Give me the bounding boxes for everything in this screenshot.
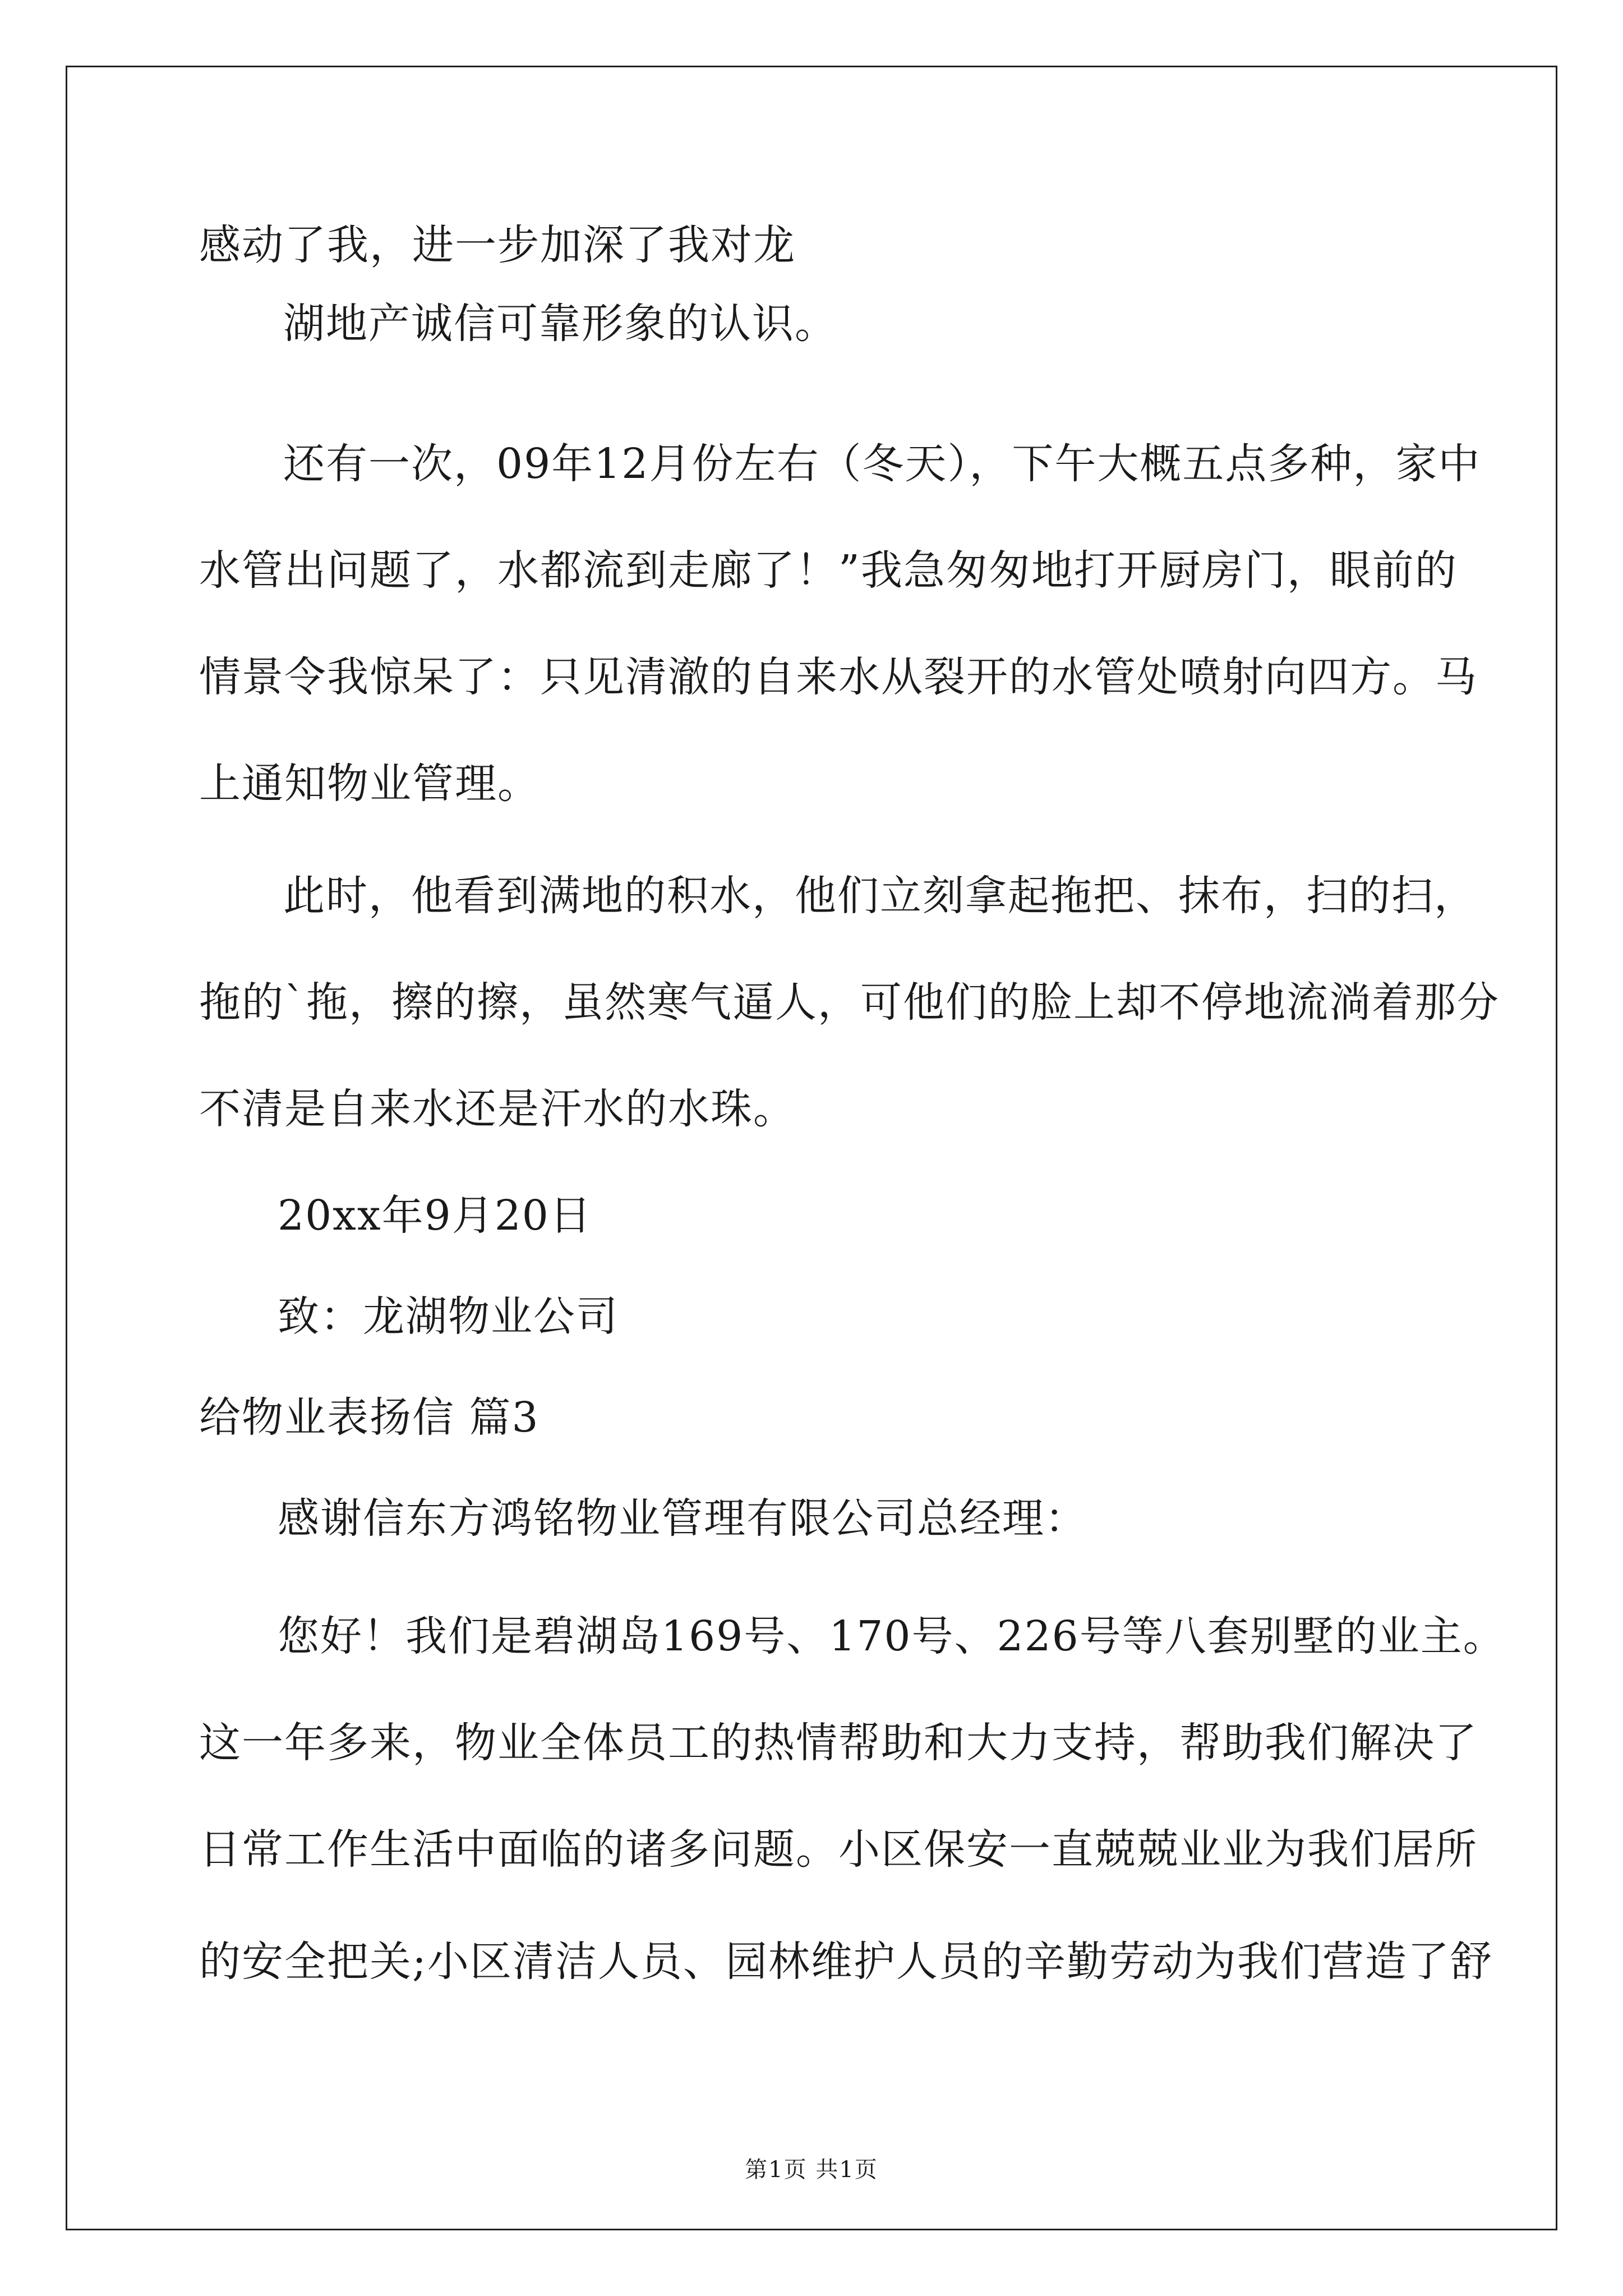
text-line: 感动了我，进一步加深了我对龙 — [199, 221, 796, 269]
date-line: 20xx年9月20日 — [278, 1191, 592, 1240]
section-heading: 给物业表扬信 篇3 — [199, 1393, 540, 1442]
text-line: 不清是自来水还是汗水的水珠。 — [199, 1085, 796, 1133]
text-line: 拖的`拖，擦的擦，虽然寒气逼人，可他们的脸上却不停地流淌着那分 — [199, 978, 1500, 1027]
text-line: 日常工作生活中面临的诸多问题。小区保安一直兢兢业业为我们居所 — [199, 1825, 1478, 1874]
text-line: 这一年多来，物业全体员工的热情帮助和大力支持，帮助我们解决了 — [199, 1719, 1478, 1767]
page-footer: 第1页 共1页 — [745, 2157, 878, 2183]
text-line: 湖地产诚信可靠形象的认识。 — [283, 300, 837, 348]
text-line: 您好！我们是碧湖岛169号、170号、226号等八套别墅的业主。 — [278, 1612, 1506, 1660]
page-border — [66, 66, 1557, 2230]
text-line: 水管出问题了，水都流到走廊了！”我急匆匆地打开厨房门，眼前的 — [199, 546, 1458, 595]
text-line: 还有一次，09年12月份左右（冬天），下午大概五点多种，家中 — [283, 440, 1481, 488]
salutation-line: 感谢信东方鸿铭物业管理有限公司总经理： — [278, 1494, 1087, 1543]
text-line: 情景令我惊呆了：只见清澈的自来水从裂开的水管处喷射向四方。马 — [199, 653, 1478, 701]
recipient-line: 致：龙湖物业公司 — [278, 1292, 619, 1341]
text-line: 此时，他看到满地的积水，他们立刻拿起拖把、抹布，扫的扫， — [283, 872, 1477, 920]
text-line: 的安全把关;小区清洁人员、园林维护人员的辛勤劳动为我们营造了舒 — [199, 1938, 1493, 1986]
text-line: 上通知物业管理。 — [199, 760, 540, 808]
